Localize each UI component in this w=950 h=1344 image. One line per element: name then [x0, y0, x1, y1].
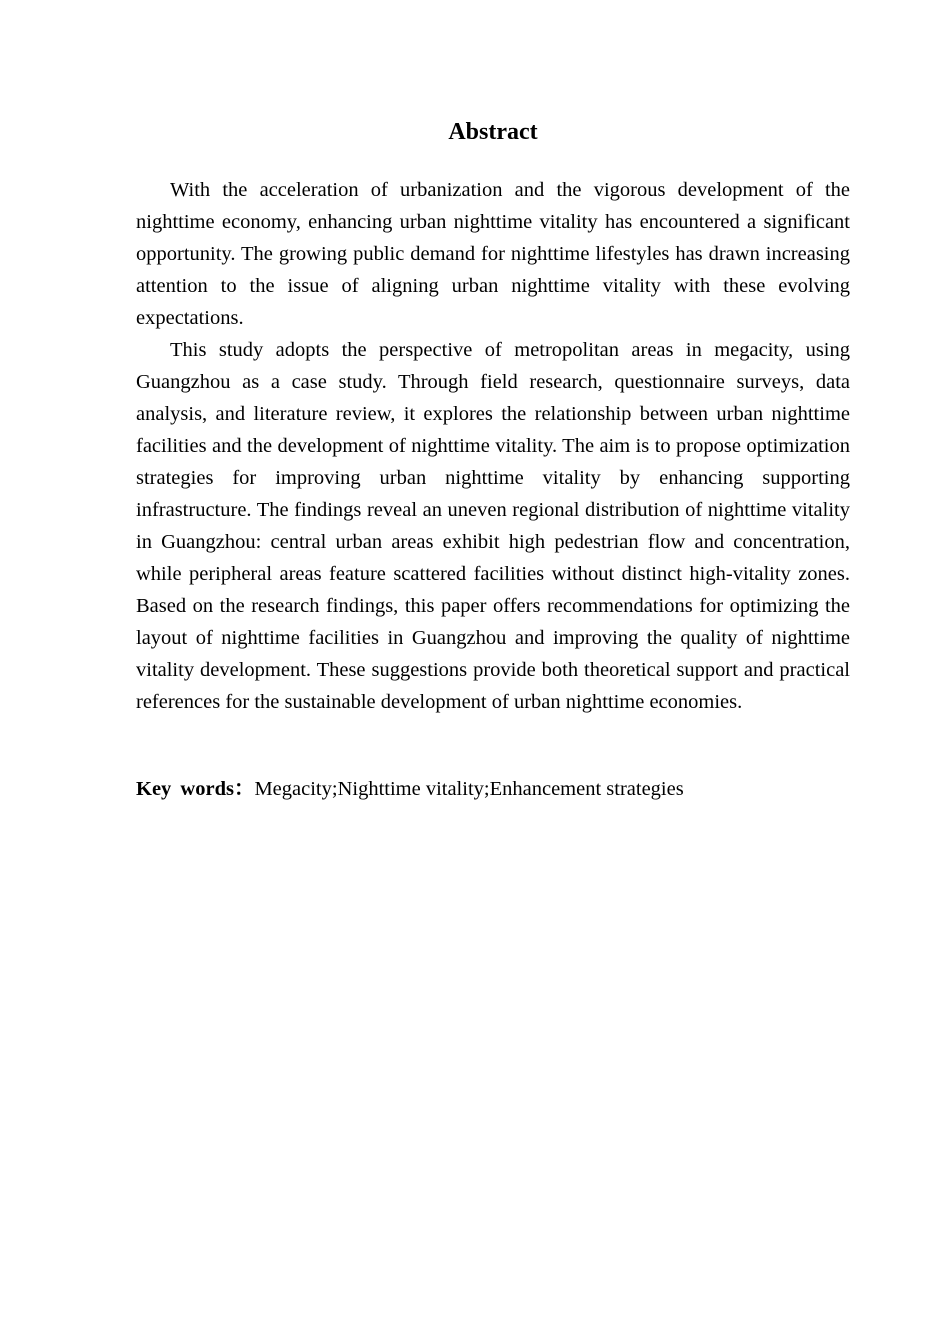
abstract-paragraph-1: With the acceleration of urbanization and the vigorous development of the nighttime economy, enhancing urban nighttime vitality has encountered a significant opportunity. The growing public demand for nighttime lifestyles has drawn increasing attention to the issue of aligning urban nighttime vitality with these evolving expectations.: [136, 179, 850, 329]
keywords-label: Key words：: [136, 778, 255, 800]
keywords-line: [136, 773, 850, 805]
keywords-value: Megacity;Nighttime vitality;Enhancement strategies: [254, 778, 684, 800]
abstract-paragraph-2: This study adopts the perspective of metropolitan areas in megacity, using Guangzhou as a case study. Through field research, questionnaire surveys, data analysis, and literature review, it explores the relationship between urban nighttime facilities and the development of nighttime vitality. The aim is to propose optimization strategies for improving urban nighttime vitality by enhancing supporting infrastructure. The findings reveal an uneven regional distribution of nighttime vitality in Guangzhou: central urban areas exhibit high pedestrian flow and concentration, while peripheral areas feature scattered facilities without distinct high-vitality zones. Based on the research findings, this paper offers recommendations for optimizing the layout of nighttime facilities in Guangzhou and improving the quality of nighttime vitality development. These suggestions provide both theoretical support and practical references for the sustainable development of urban nighttime economies.: [136, 339, 850, 713]
abstract-body: [136, 174, 850, 718]
abstract-title: Abstract: [448, 119, 538, 145]
